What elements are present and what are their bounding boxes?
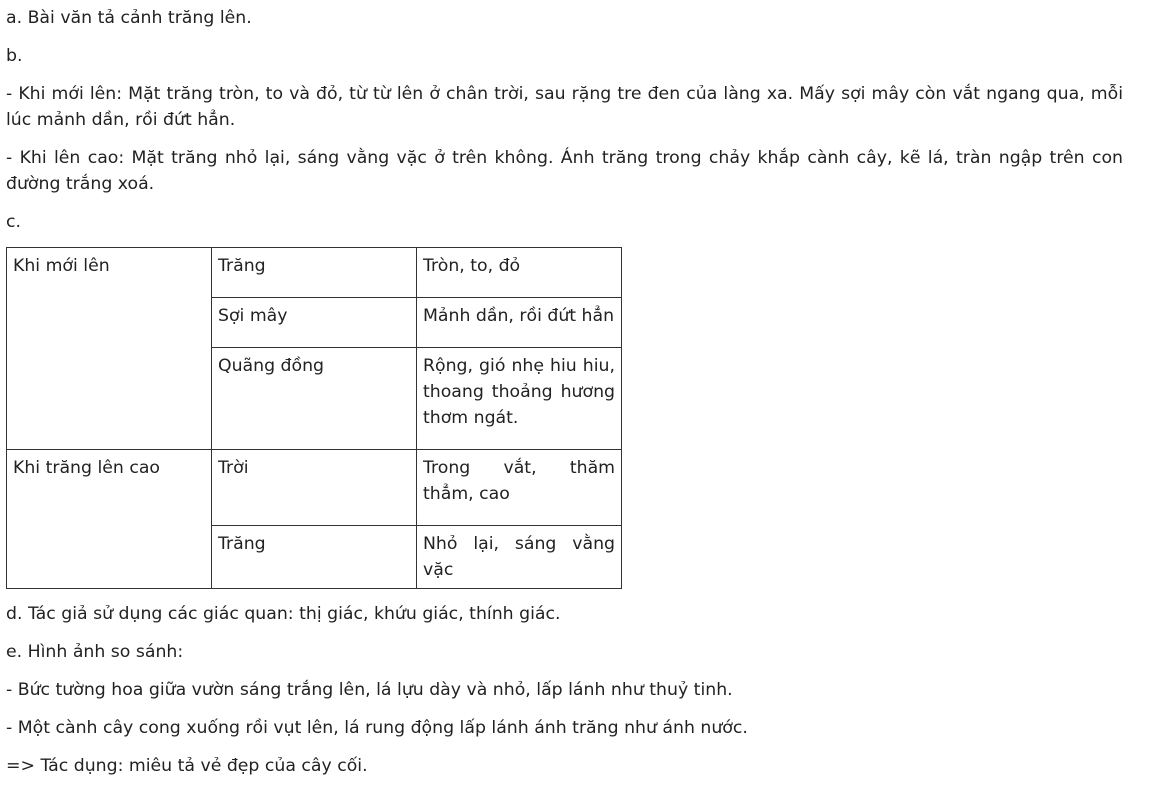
table-cell-subject: Sợi mây — [212, 298, 417, 348]
table-cell-subject: Trăng — [212, 526, 417, 589]
comparison-item: - Một cành cây cong xuống rồi vụt lên, lá rung động lấp lánh ánh trăng như ánh nước. — [6, 718, 748, 738]
table-row — [7, 248, 622, 298]
answer-e-heading: e. Hình ảnh so sánh: — [6, 642, 184, 662]
answer-d: d. Tác giả sử dụng các giác quan: thị giác, khứu giác, thính giác. — [6, 604, 561, 624]
group-label-rising: Khi mới lên — [7, 248, 212, 450]
table-cell-description: Nhỏ lại, sáng vằng vặc — [417, 526, 622, 589]
group-label-high: Khi trăng lên cao — [7, 450, 212, 589]
comparison-item: - Bức tường hoa giữa vườn sáng trắng lên, lá lựu dày và nhỏ, lấp lánh như thuỷ tinh. — [6, 680, 733, 700]
answer-b-rising: - Khi mới lên: Mặt trăng tròn, to và đỏ, từ từ lên ở chân trời, sau rặng tre đen của làng xa. Mấy sợi mây còn vắt ngang qua, mỗi lúc mảnh dần, rồi đứt hẳn. — [6, 84, 1123, 130]
answer-b-heading: b. — [6, 46, 23, 66]
answer-a: a. Bài văn tả cảnh trăng lên. — [6, 8, 252, 28]
table-row — [7, 450, 622, 526]
moon-comparison-table — [6, 247, 622, 589]
table-cell-subject: Quãng đồng — [212, 348, 417, 450]
table-cell-subject: Trăng — [212, 248, 417, 298]
table-cell-description: Rộng, gió nhẹ hiu hiu, thoang thoảng hương thơm ngát. — [417, 348, 622, 450]
answer-c-heading: c. — [6, 212, 21, 232]
answer-b-high: - Khi lên cao: Mặt trăng nhỏ lại, sáng vằng vặc ở trên không. Ánh trăng trong chảy khắp cành cây, kẽ lá, tràn ngập trên con đường trắng xoá. — [6, 148, 1123, 194]
table-cell-description: Mảnh dần, rồi đứt hẳn — [417, 298, 622, 348]
table-cell-subject: Trời — [212, 450, 417, 526]
table-cell-description: Tròn, to, đỏ — [417, 248, 622, 298]
effect-conclusion: => Tác dụng: miêu tả vẻ đẹp của cây cối. — [6, 756, 368, 776]
table-cell-description: Trong vắt, thăm thẳm, cao — [417, 450, 622, 526]
